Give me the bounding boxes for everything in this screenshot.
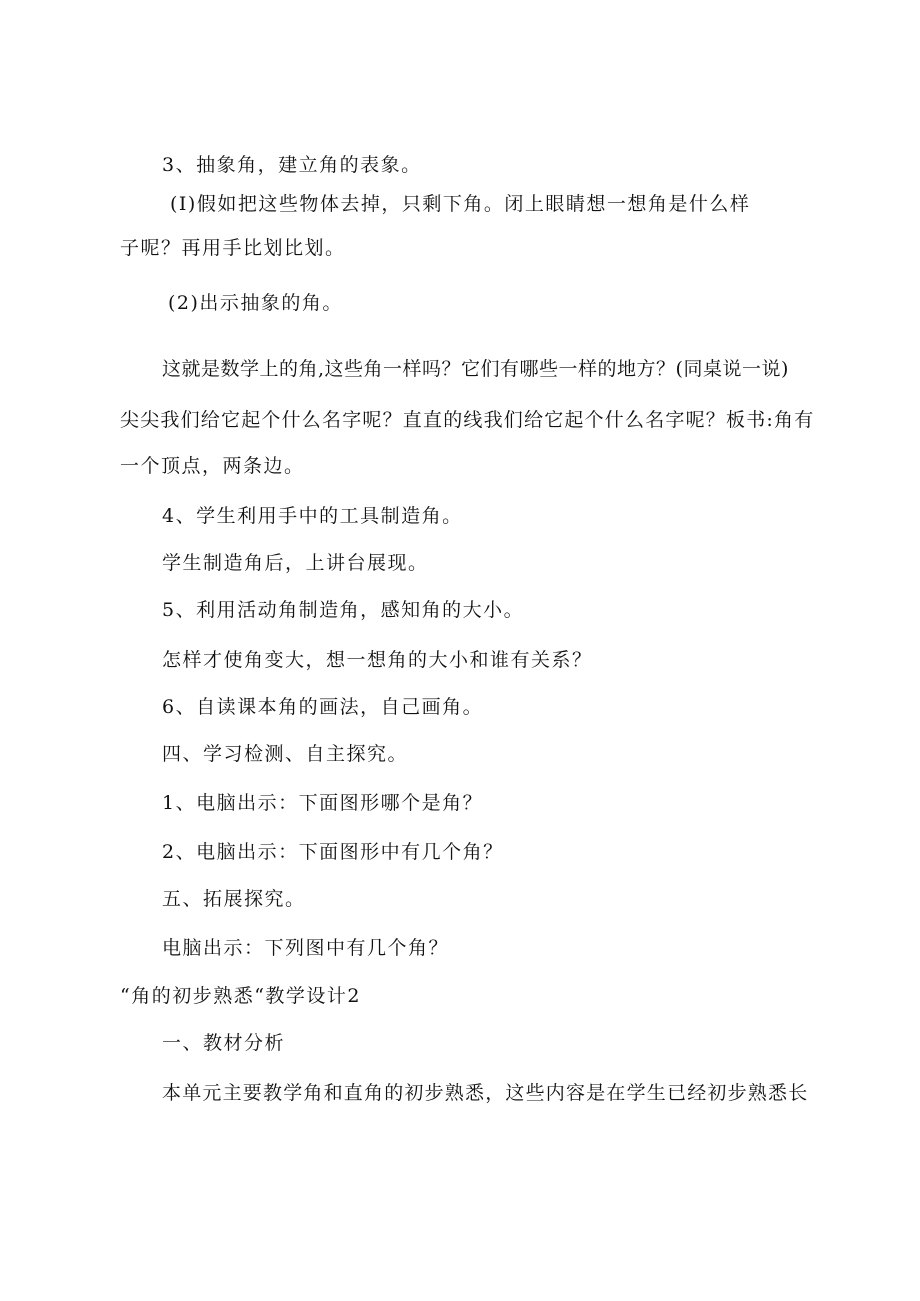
- text-line-item-1: (I)假如把这些物体去掉，只剩下角。闭上眼睛想一想角是什么样: [170, 193, 751, 215]
- text-line-section-6: 6、自读课本角的画法，自己画角。: [162, 696, 484, 718]
- text-line-section-5-body: 怎样才使角变大，想一想角的大小和谁有关系？: [162, 649, 593, 671]
- text-line-section-4-body: 学生制造角后，上讲台展现。: [162, 552, 429, 574]
- text-line-section-5: 5、利用活动角制造角，感知角的大小。: [162, 599, 525, 621]
- text-line-heading-4: 四、学习检测、自主探究。: [162, 743, 409, 765]
- text-line-section-4: 4、学生利用手中的工具制造角。: [162, 505, 463, 527]
- text-line-section-3: 3、抽象角，建立角的表象。: [162, 154, 422, 176]
- text-line-paragraph-1: 这就是数学上的角,这些角一样吗？它们有哪些一样的地方？(同桌说一说): [162, 358, 789, 380]
- text-line-item-2: (2)出示抽象的角。: [168, 292, 343, 314]
- text-line-heading-1: 一、教材分析: [162, 1032, 286, 1054]
- text-line-analysis: 本单元主要教学角和直角的初步熟悉，这些内容是在学生已经初步熟悉长: [162, 1082, 809, 1104]
- text-line-check-2: 2、电脑出示：下面图形中有几个角？: [162, 841, 504, 863]
- text-line-title-2: “角的初步熟悉“教学设计2: [120, 985, 362, 1007]
- text-line-extension: 电脑出示：下列图中有几个角？: [162, 937, 450, 959]
- text-line-heading-5: 五、拓展探究。: [162, 888, 306, 910]
- text-line-check-1: 1、电脑出示：下面图形哪个是角？: [162, 792, 484, 814]
- text-line-paragraph-3: 一个顶点，两条边。: [120, 455, 305, 477]
- text-line-item-1-cont: 子呢？再用手比划比划。: [120, 237, 346, 259]
- text-line-paragraph-2: 尖尖我们给它起个什么名字呢？直直的线我们给它起个什么名字呢？板书:角有: [120, 409, 815, 431]
